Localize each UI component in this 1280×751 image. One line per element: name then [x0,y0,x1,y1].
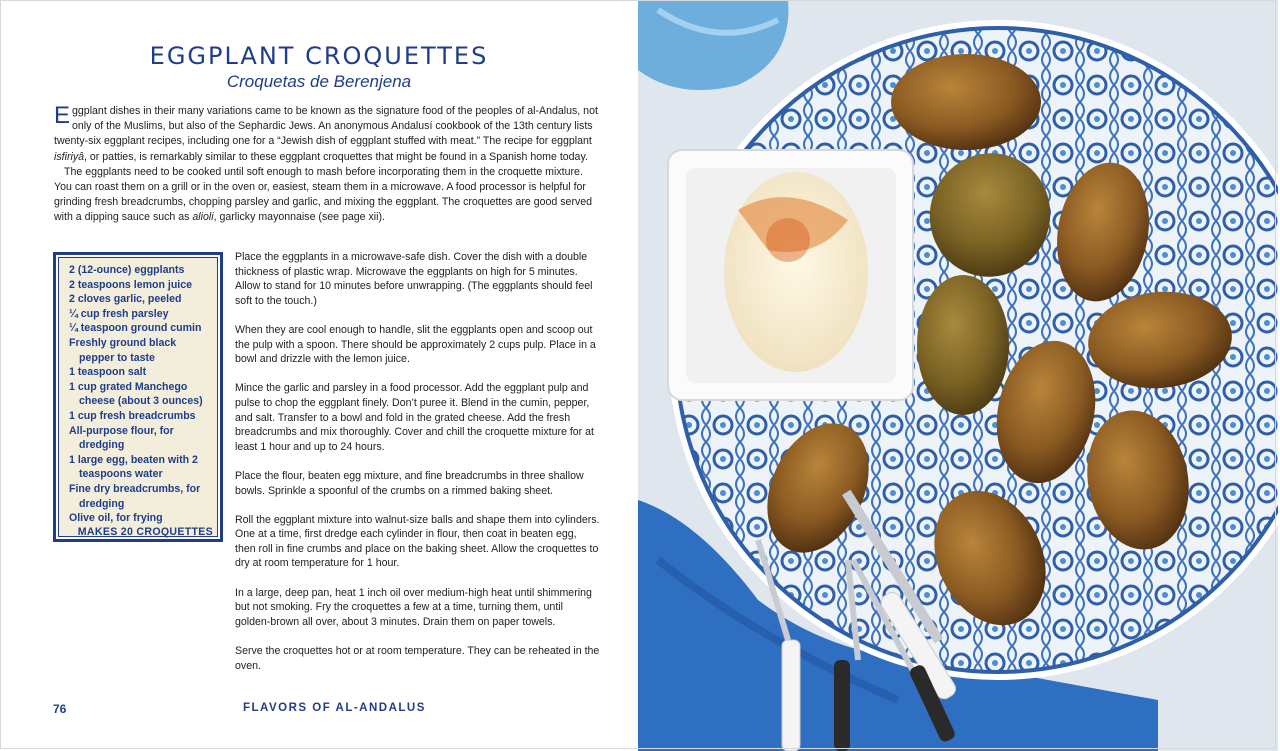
ingredients-list [69,263,213,526]
ingredients-box [53,252,223,542]
ingredients-box-inner [58,257,218,537]
recipe-intro [54,104,598,226]
intro-paragraph-2 [54,165,598,226]
intro-italic-term: alioli [192,211,214,224]
drop-cap: E [54,102,71,129]
intro-paragraph-1 [54,104,598,165]
method-step: Serve the croquettes hot or at room temperature. They can be reheated in the oven. [235,645,600,672]
food-photo [638,0,1278,751]
ingredient-item: 1 teaspoon salt [69,366,147,379]
sauce-dish-icon [668,150,913,400]
yield-label: MAKES 20 CROQUETTES [77,525,213,538]
ingredient-item: ¼ cup fresh parsley [69,307,169,320]
ingredient-item: All-purpose flour, for dredging [69,424,174,452]
method-step: In a large, deep pan, heat 1 inch oil over medium-high heat until shimmering but not smoking. Fry the croquettes a few at a time, turning them, until golden-brown all over, about 3 minutes. Drain them on paper towels. [235,586,592,628]
method-step: Place the eggplants in a microwave-safe dish. Cover the dish with a double thickness of plastic wrap. Microwave the eggplants on high for 5 minutes. Allow to stand for 10 minutes before unwrapping. (The eggplants should feel soft to the touch.) [235,251,593,307]
ingredient-item: 2 cloves garlic, peeled [69,293,182,306]
method-step: Mince the garlic and parsley in a food processor. Add the eggplant pulp and pulse to chop the eggplant finely. Don’t puree it. Blend in the cumin, pepper, and salt. Transfer to a bowl and fold in the grated cheese. Add the fresh breadcrumbs and mix thoroughly. Cover and chill the croquette mixture for at least 1 hour and up to 24 hours. [235,382,594,453]
ingredient-item: ¼ teaspoon ground cumin [69,322,202,335]
ingredient-item: Freshly ground black pepper to taste [69,336,177,364]
left-page [0,0,638,751]
intro-italic-term: isfiriyâ [54,150,85,163]
method-step: Roll the eggplant mixture into walnut-size balls and shape them into cylinders. One at a time, first dredge each cylinder in flour, then coat in beaten egg, then roll in fine crumbs and place on the baking sheet. Allow the croquettes to dry at room temperature for 1 hour. [235,513,600,570]
intro-text: , garlicky mayonnaise (see page xii). [213,211,385,224]
intro-text: , or patties, is remarkably similar to these eggplant croquettes that might be found in a Spanish home today. [84,150,588,163]
page-number: 76 [53,702,67,716]
intro-text: The eggplants need to be cooked until soft enough to mash before incorporating them in the croquette mixture. You can roast them on a grill or in the oven or, easiest, steam them in a microwave. A food processor is helpful for grinding fresh breadcrumbs, chopping parsley and garlic, and mixing the eggplant. The croquettes are good served with a dipping sauce such as [54,165,593,224]
recipe-subtitle: Croquetas de Berenjena [226,72,412,91]
method-step: When they are cool enough to handle, slit the eggplants open and scoop out the pulp with a spoon. There should be approximately 2 cups pulp. Place in a bowl and drizzle with the lemon juice. [235,323,596,366]
ingredient-item: Olive oil, for frying [69,512,163,525]
running-title: FLAVORS OF AL-ANDALUS [243,702,426,714]
croquette-icon [891,54,1041,150]
ingredient-item: 2 (12-ounce) eggplants [69,264,185,276]
method-steps [235,250,600,688]
ingredient-item: 1 cup grated Manchego cheese (about 3 ounces) [69,380,203,408]
recipe-title: EGGPLANT CROQUETTES [149,42,489,70]
method-step: Place the flour, beaten egg mixture, and fine breadcrumbs in three shallow bowls. Sprinkle a spoonful of the crumbs on a rimmed baking sheet. [235,469,584,497]
intro-text: ggplant dishes in their many variations came to be known as the signature food of the peoples of al-Andalus, not only of the Muslims, but also of the Sephardic Jews. An anonymous Andalusí cookbook of the 13th century lists twenty-six eggplant recipes, including one for a “Jewish dish of eggplant stuffed with meat.” The recipe for eggplant [54,105,598,148]
ingredient-item: 1 cup fresh breadcrumbs [69,409,196,422]
ingredient-item: 2 teaspoons lemon juice [69,278,193,291]
ingredient-item: Fine dry breadcrumbs, for dredging [69,482,201,510]
croquette-icon [917,275,1009,415]
ingredient-item: 1 large egg, beaten with 2 teaspoons water [69,453,198,481]
